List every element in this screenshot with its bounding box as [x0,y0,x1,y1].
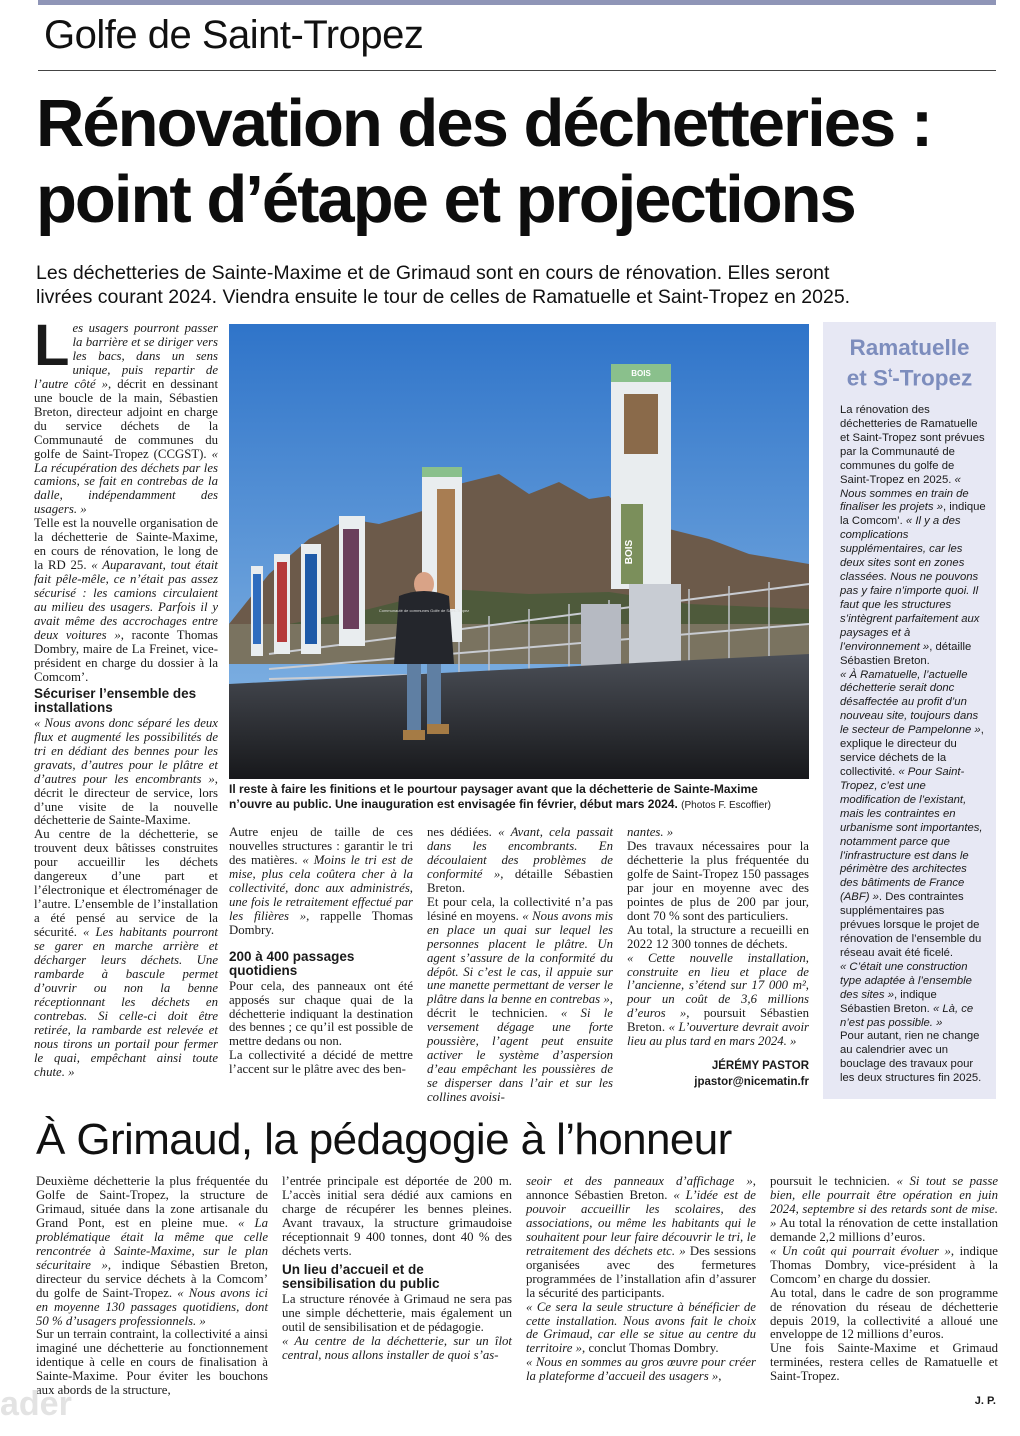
sidebar-title-part: et S [846,365,888,391]
text-span: « Avant, cela passait dans les encombrants. En découlaient des problèmes de conformité » [427,825,613,881]
text-span: « Il y a des complications supplémentaires, car les deux sites sont en zones classées. Nous ne pouvons pas y faire n’importe quoi. Il faut que les structures s’intègrent parfaitement aux paysages et à l’environnement » [840,515,980,653]
paragraph: l’entrée principale est déportée de 200 m. L’accès initial sera dédié aux camions en charge de récupérer les bennes pleines. Avant travaux, la structure grimaudoise réceptionnait 9 400 tonnes, dont 40 % des déchets verts. [282,1174,512,1258]
text-span: , annonce Sébastien Breton. [526,1174,756,1202]
section-color-bar [38,0,996,5]
sidebar-title-sup: t [887,365,893,380]
article2-column-3 [526,1175,756,1407]
watermark: ader [0,1385,72,1423]
text-span: , rappelle Thomas Dombry. [229,908,413,937]
text-span: , indique Sébastien Breton, directeur du service déchets à la Comcom’ du golfe de Saint-Tropez. [36,1257,268,1300]
jacket-logo: Communauté de communes Golfe de Saint-Tropez [378,608,470,613]
caption-line-1: Il reste à faire les finitions et le pourtour paysager avant que la déchetterie de Sainte-Maxime [229,782,758,796]
text-span: Telle est la nouvelle organisation de la déchetterie de Sainte-Maxime, en cours de rénovation, le long de la RD 25. [34,516,219,573]
text-span: « Nous avons ici en moyenne 130 passages quotidiens, dont 50 % d’usagers professionnels. » [36,1285,268,1328]
text-span: « Nous en sommes au gros œuvre pour créer la plateforme d’accueil des usagers » [526,1355,756,1384]
text-span: Au centre de la déchetterie, se trouvent deux bâtisses construites pour accueillir les déchets dangereux d’une part et l’électronique et électroménager de l’autre. L’ensemble de l’installation a été pensé au service de la sécurité. [34,827,218,940]
caption-line-2: n’ouvre au public. Une inauguration est envisagée fin février, début mars 2024. [229,796,678,811]
lead-paragraph [36,261,996,309]
text-span: Deuxième déchetterie la plus fréquentée du Golfe de Saint-Tropez, la structure de Grimaud, située dans la zone artisanale du Grand Pont, est en pleine mue. [36,1174,268,1230]
text-span: , explique le directeur du service déchets de la collectivité. [840,724,984,778]
article1-column-1 [34,313,219,1092]
subheading-accueil: Un lieu d’accueil et de sensibilisation du public [282,1261,440,1291]
article2-signature: J. P. [974,1395,996,1407]
main-headline [36,86,996,238]
text-span: , indique Sébastien Breton. [840,988,937,1015]
sidebar-title [823,335,996,391]
paragraph: nantes. » [627,825,674,839]
text-span: es usagers pourront passer la barrière et se diriger vers les bacs, dans un sens unique, puis repartir de l’autre côté » [34,321,218,391]
text-span: « La problématique était la même que celle rencontrée à Sainte-Maxime, sur le plan sécuritaire » [36,1215,268,1272]
paragraph: « Au centre de la déchetterie, sur un îlot central, nous allons installer de quoi s’as- [282,1333,512,1362]
lead-line-1: Les déchetteries de Sainte-Maxime et de Grimaud sont en cours de rénovation. Elles seront [36,262,830,284]
photo-caption [229,782,809,813]
paragraph: Pour cela, des panneaux ont été apposés sur chaque quai de la déchetterie indiquant la destination des bennes ; ce qu’il est possible de mettre dedans ou non. [229,978,413,1049]
paragraph: Pour autant, rien ne change au calendrier avec un bouclage des travaux pour les deux structures fin 2025. [840,1030,982,1085]
article2-column-1 [36,1175,268,1407]
text-span: « C’était une construction type adaptée à l’ensemble des sites » [840,960,972,1001]
text-span: seoir et des panneaux d’affichage » [526,1174,753,1188]
article1-column-4 [627,826,809,1058]
text-span: , indique Thomas Dombry, vice-président à la Comcom’ en charge du dossier. [770,1243,998,1286]
article2-column-4 [770,1175,998,1395]
text-span: Autre enjeu de taille de ces nouvelles structures : garantir le tri des matières. [229,825,413,867]
text-span: , décrit en dessinant une boucle de la main, Sébastien Breton, directeur adjoint en charge du service déchets de la Communauté de communes du golfe de Saint-Tropez (CCGST). [34,376,218,461]
text-span: , raconte Thomas Dombry, maire de La Freinet, vice-président en charge du dossier à la Comcom’. [34,627,218,684]
drop-cap: L [34,313,70,378]
article1-signature [627,1058,809,1090]
text-span: « L’ouverture devrait avoir lieu au plus tard en mars 2024. » [627,1020,809,1049]
section-title: Golfe de Saint-Tropez [44,13,424,57]
text-span: « Nous sommes en train de finaliser les projets » [840,473,969,514]
text-span: « La récupération des déchets par les camions, se fait en contrebas de la dalle, indépendamment des usagers. » [34,446,218,517]
text-span: poursuit le technicien. [770,1174,897,1188]
sidebar-text [840,404,986,1086]
photo-credit: (Photos F. Escoffier) [681,799,772,811]
text-span: « Si le versement dégage une forte poussière, l’agent peut ensuite activer le système d’aspersion d’eau empêchant les poussières de se disperser dans l’air et sur les collines avoisi- [427,1006,613,1105]
headline-line-2: point d’étape et projections [36,162,855,237]
dechetterie-photo [229,324,809,779]
text-span: « Un coût qui pourrait évoluer » [770,1243,951,1258]
article2-column-2 [282,1175,512,1407]
subheading-passages: 200 à 400 passages quotidiens [229,948,355,978]
text-span: Des sessions organisées avec des fermetures programmées de l’installation afin d’assurer la sécurité des participants. [526,1243,756,1300]
headline-line-1: Rénovation des déchetteries : [36,86,932,161]
author-name: JÉRÉMY PASTOR [711,1060,809,1072]
text-span: « Moins le tri est de mise, plus cela coûtera cher à la collectivité, donc aux administrés, une fois le retraitement effectué par les filières » [229,852,413,923]
text-span: « Là, ce n’est pas possible. » [840,1002,974,1029]
paragraph: Sur un terrain contraint, la collectivité a ainsi imaginé une déchetterie au fonctionnement identique à celle en cours de finalisation à Sainte-Maxime. Pour éviter les bouchons aux abords de la structure, [36,1327,268,1398]
article1-column-2 [229,826,413,1092]
text-span: « Nous avons donc séparé les deux flux et augmenté les possibilités de tri en dédiant des bennes pour les gravats, d’autres pour le plâtre et d’autres pour les encombrants » [34,715,218,786]
section-rule [38,70,996,71]
text-span: « Auparavant, tout était fait pêle-mêle, ce n’était pas assez sécurisé : les camions circulaient au milieu des usagers. Parfois il y avait même des accrochages entre deux voitures » [34,558,218,642]
text-span: , poursuit Sébastien Breton. [627,1006,809,1035]
text-span: , [718,1369,722,1384]
text-span: , indique la Comcom’. [840,501,986,528]
sign-bois-label: BOIS [631,369,651,378]
text-span: , détaille Sébastien Breton. [840,640,972,667]
paragraph: Au total, la structure a recueilli en 2022 12 300 tonnes de déchets. [627,922,809,951]
text-span: « Si tout se passe bien, elle pourrait être opération en juin 2024, septembre si des retards sont de mise. » [770,1174,999,1230]
paragraph: Une fois Sainte-Maxime et Grimaud terminées, restera celles de Ramatuelle et Saint-Tropez. [770,1341,998,1384]
sign-bois-vertical: BOIS [624,539,635,565]
text-span: La rénovation des déchetteries de Ramatuelle et Saint-Tropez sont prévues par la Communauté de communes du golfe de Saint-Tropez en 2025. [840,404,985,486]
text-span: , décrit le technicien. [427,992,613,1021]
text-span: « Pour Saint-Tropez, c’est une modification de l’existant, mais les contraintes en urbanisme sont importantes, notamment parce que l’infrastructure est dans le périmètre des architectes des bâtiments de France (ABF) » [840,765,983,904]
text-span: , conclut Thomas Dombry. [582,1341,719,1356]
article-photo [229,324,809,779]
text-span: « L’idée est de pouvoir accueillir les scolaires, des associations, ou même les habitants qui le souhaitent pour leur faire découvrir le tri, le retraitement des déchets etc. » [526,1187,756,1258]
text-span: « Ce sera la seule structure à bénéficier de cette installation. Nous avons fait le choix de Grimaud, car elle se situe au centre du territoire » [526,1299,756,1356]
author-email: jpastor@nicematin.fr [694,1076,809,1088]
text-span: Au total la rénovation de cette installation demande 2,2 millions d’euros. [770,1215,998,1244]
sidebar-title-part: -Tropez [892,365,973,391]
text-span: Et pour cela, la collectivité n’a pas lésiné en moyens. [427,894,613,923]
text-span: « Cette nouvelle installation, construite en lieu et place de l’ancienne, s’étend sur 17 000 m², pour un coût de 3,6 millions d’euros » [627,950,809,1021]
paragraph: Au total, dans le cadre de son programme de rénovation du réseau de déchetterie depuis 2019, la collectivité a alloué une enveloppe de 12 millions d’euros. [770,1285,998,1342]
paragraph: La collectivité a décidé de mettre l’accent sur le plâtre avec des ben- [229,1048,413,1077]
grimaud-headline: À Grimaud, la pédagogie à l’honneur [36,1115,732,1164]
sidebar-title-line-1: Ramatuelle [849,335,970,360]
paragraph: Des travaux nécessaires pour la déchetterie la plus fréquentée du golfe de Saint-Tropez 150 passages par jour en moyenne avec des pointes de plus de 200 par jour, dont 70 % sont des particuliers. [627,838,809,923]
article1-column-3 [427,825,613,1105]
text-span: nes dédiées. [427,825,499,839]
text-span: « À Ramatuelle, l’actuelle déchetterie serait donc désaffectée au profit d’un nouveau site, toujours dans le secteur de Pampelonne » [840,668,981,737]
text-span: « Nous avons mis en place un quai sur lequel les personnes placent le plâtre. Un agent s’assure de la conformité du dépôt. Si c’est le cas, il appuie sur une manette permettant de verser le plâtre dans la benne en contrebas » [427,908,613,1007]
subheading-securiser: Sécuriser l’ensemble des installations [34,685,197,715]
text-span: , détaille Sébastien Breton. [427,866,613,895]
text-span: , décrit le directeur de service, lors d’une visite de la nouvelle déchetterie de Sainte-Maxime. [34,771,218,828]
lead-line-2: livrées courant 2024. Viendra ensuite le tour de celles de Ramatuelle et Saint-Tropez en 2025. [36,286,851,308]
text-span: . Des contraintes supplémentaires pas prévues lorsque le projet de rénovation de l’ensemble du réseau avait été ficelé. [840,891,982,959]
paragraph: La structure rénovée à Grimaud ne sera pas une simple déchetterie, mais également un outil de sensibilisation et de pédagogie. [282,1291,512,1334]
text-span: « Les habitants pourront se garer en marche arrière et décharger leurs déchets. Une rambarde à bascule permet d’ouvrir ou non la benne réceptionnant les déchets en contrebas. Si celle-ci doit être retirée, la rambarde est relevée et nous tirons un portail pour fermer le quai, empêchant ainsi toute chute. » [34,925,218,1079]
